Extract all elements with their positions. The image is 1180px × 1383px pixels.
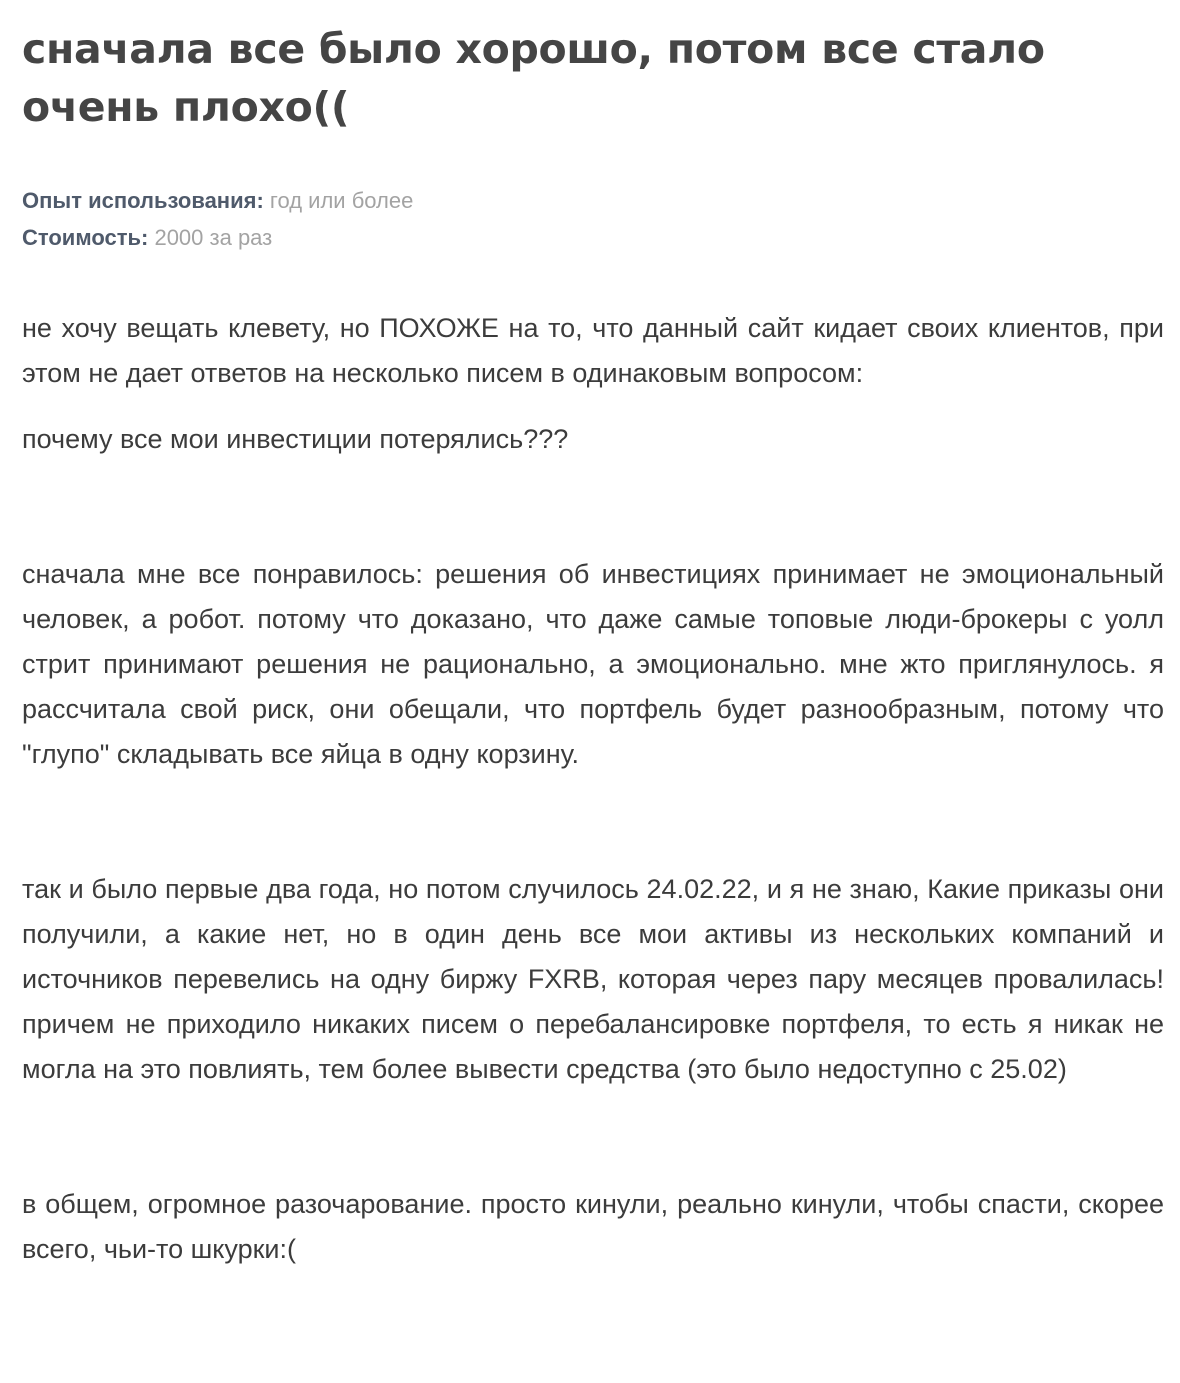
review-paragraph: в общем, огромное разочарование. просто кинули, реально кинули, чтобы спасти, скорее всего, чьи-то шкурки:( — [22, 1189, 1164, 1264]
review-paragraph: сначала мне все понравилось: решения об инвестициях принимает не эмоциональный человек, а робот. потому что доказано, что даже самые топовые люди-брокеры с уолл стрит принимают решения не рационально, а эмоционально. мне жто приглянулось. я рассчитала свой риск, они обещали, что портфель будет разнообразным, потому что "глупо" складывать все яйца в одну корзину. — [22, 559, 1164, 769]
review-meta — [22, 182, 1164, 256]
experience-value: год или более — [269, 188, 414, 213]
review-title: сначала все было хорошо, потом все стало очень плохо(( — [22, 25, 1045, 131]
review-body — [22, 306, 1164, 1272]
review-paragraph: так и было первые два года, но потом случилось 24.02.22, и я не знаю, Какие приказы они получили, а какие нет, но в один день все мои активы из нескольких компаний и источников перевелись на одну биржу FXRB, которая через пару месяцев провалилась! причем не приходило никаких писем о перебалансировке портфеля, то есть я никак не могла на это повлиять, тем более вывести средства (это было недоступно с 25.02) — [22, 874, 1164, 1084]
review-article — [22, 20, 1164, 1272]
cost-value: 2000 за раз — [154, 225, 273, 250]
cost-row — [22, 219, 1164, 256]
cost-label: Стоимость: — [22, 225, 149, 250]
review-paragraph: не хочу вещать клевету, но ПОХОЖЕ на то, что данный сайт кидает своих клиентов, при этом не дает ответов на несколько писем в одинаковым вопросом: — [22, 313, 1164, 388]
review-paragraph: почему все мои инвестиции потерялись??? — [22, 424, 569, 454]
experience-label: Опыт использования: — [22, 188, 264, 213]
experience-row — [22, 182, 1164, 219]
